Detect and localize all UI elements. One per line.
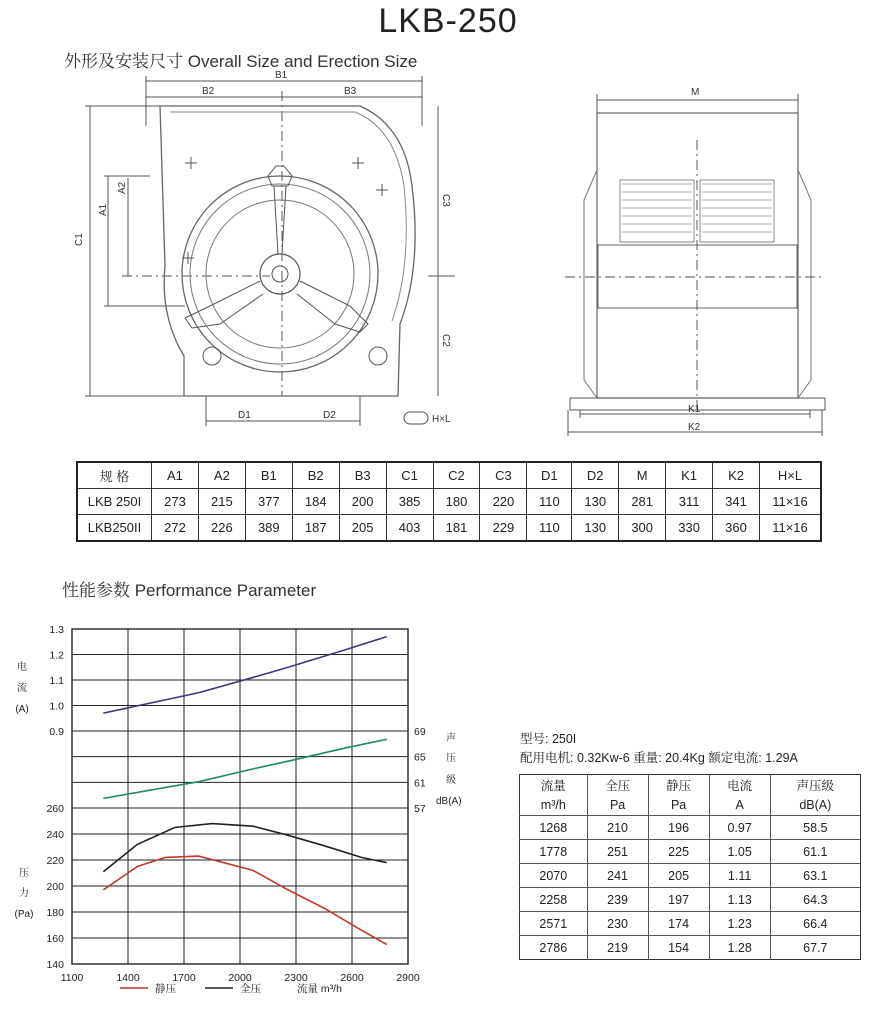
dim-a1-label: A1: [98, 203, 109, 216]
table-cell: 225: [648, 840, 709, 864]
table-header-row: [520, 795, 861, 816]
dim-m-label: M: [691, 87, 700, 98]
table-row: [520, 864, 861, 888]
pressure-tick-label: 260: [46, 803, 64, 815]
table-header-cell: 全压: [587, 775, 648, 796]
current-axis-label: 流: [17, 683, 27, 694]
table-header-cell: C1: [386, 462, 433, 489]
table-header-cell: H×L: [760, 462, 822, 489]
table-cell: 58.5: [770, 816, 860, 840]
x-tick-label: 2000: [228, 972, 252, 984]
table-row: [520, 936, 861, 960]
sound-tick-label: 69: [414, 726, 426, 738]
dim-c3-label: C3: [440, 194, 451, 207]
current-axis-label: 电: [17, 662, 27, 673]
pressure-tick-label: 160: [46, 933, 64, 945]
table-header-cell: Pa: [587, 795, 648, 816]
dim-k1-label: K1: [688, 404, 701, 415]
table-cell: 67.7: [770, 936, 860, 960]
table-header-cell: K1: [666, 462, 713, 489]
table-header-cell: B1: [245, 462, 292, 489]
dim-k2-label: K2: [688, 422, 701, 433]
table-cell: 181: [433, 515, 480, 542]
table-header-cell: M: [619, 462, 666, 489]
table-cell: 377: [245, 489, 292, 515]
table-cell: 230: [587, 912, 648, 936]
table-cell: 1.13: [709, 888, 770, 912]
performance-chart: [0, 610, 500, 1010]
table-cell: 2258: [539, 892, 568, 907]
pressure-tick-label: 220: [46, 855, 64, 867]
table-cell: 110: [527, 489, 572, 515]
pressure-axis-label: 压: [19, 868, 29, 879]
x-tick-label: 2300: [284, 972, 308, 984]
sound-tick-label: 57: [414, 803, 426, 815]
table-row: [520, 912, 861, 936]
table-cell: 1.11: [709, 864, 770, 888]
x-tick-label: 1100: [60, 972, 84, 984]
table-row: [520, 888, 861, 912]
table-cell: 197: [648, 888, 709, 912]
dim-c2-label: C2: [440, 334, 451, 347]
page-title: LKB-250: [378, 2, 518, 40]
table-row: [77, 489, 821, 515]
table-cell: 66.4: [770, 912, 860, 936]
table-header-row: [77, 462, 821, 489]
table-cell: 11×16: [760, 515, 822, 542]
table-cell: 61.1: [770, 840, 860, 864]
table-cell: 2786: [539, 940, 568, 955]
table-header-cell: 电流: [709, 775, 770, 796]
series-line-static: [103, 856, 386, 944]
table-cell: 174: [648, 912, 709, 936]
sound-axis-label: 级: [446, 775, 456, 786]
table-cell: 341: [713, 489, 760, 515]
x-tick-label: 2900: [396, 972, 420, 984]
table-cell: 130: [572, 515, 619, 542]
table-header-cell: B2: [292, 462, 339, 489]
table-cell: 1268: [539, 820, 568, 835]
table-cell: 205: [648, 864, 709, 888]
dim-b3-label: B3: [344, 86, 357, 97]
table-header-row: [520, 775, 861, 796]
current-axis-label: (A): [15, 704, 29, 715]
pressure-axis-label: (Pa): [14, 909, 34, 920]
table-cell: 11×16: [760, 489, 822, 515]
table-header-cell: m³/h: [540, 798, 566, 812]
x-tick-label: 2600: [340, 972, 364, 984]
table-row: [77, 515, 821, 542]
table-cell: 130: [572, 489, 619, 515]
table-cell: LKB 250I: [77, 489, 152, 515]
table-row: [520, 816, 861, 840]
pressure-tick-label: 140: [46, 959, 64, 971]
table-header-cell: D1: [527, 462, 572, 489]
table-header-cell: B3: [339, 462, 386, 489]
pressure-axis-label: 力: [19, 888, 29, 899]
table-cell: 210: [587, 816, 648, 840]
dim-b1-label: B1: [275, 70, 288, 81]
current-tick-label: 0.9: [49, 726, 64, 738]
table-header-cell: A: [709, 795, 770, 816]
table-header-cell: 规 格: [77, 462, 152, 489]
pressure-tick-label: 200: [46, 881, 64, 893]
table-header-cell: A2: [198, 462, 245, 489]
current-tick-label: 1.2: [49, 649, 64, 662]
model-label: 型号: 250I: [520, 732, 577, 746]
table-header-cell: 声压级: [770, 775, 860, 796]
table-cell: 187: [292, 515, 339, 542]
table-row: [520, 840, 861, 864]
table-header-cell: 流量: [540, 779, 566, 793]
sound-axis-label: dB(A): [436, 796, 462, 807]
table-cell: LKB250II: [77, 515, 152, 542]
table-header-cell: C2: [433, 462, 480, 489]
sound-tick-label: 61: [414, 777, 426, 790]
table-header-cell: dB(A): [770, 795, 860, 816]
table-cell: 180: [433, 489, 480, 515]
dim-a2-label: A2: [117, 181, 128, 194]
table-cell: 2571: [539, 916, 568, 931]
pressure-tick-label: 240: [46, 829, 64, 841]
table-cell: 241: [587, 864, 648, 888]
table-cell: 1.05: [709, 840, 770, 864]
side-view-drawing: [560, 80, 830, 440]
table-cell: 1.23: [709, 912, 770, 936]
current-tick-label: 1.3: [49, 624, 64, 636]
pressure-tick-label: 180: [46, 907, 64, 919]
table-cell: 1.28: [709, 936, 770, 960]
table-cell: 220: [480, 489, 527, 515]
table-header-cell: A1: [152, 462, 199, 489]
table-cell: 251: [587, 840, 648, 864]
dim-d1-label: D1: [238, 410, 251, 421]
table-cell: 110: [527, 515, 572, 542]
table-cell: 403: [386, 515, 433, 542]
dimensions-section-title: 外形及安装尺寸 Overall Size and Erection Size: [64, 52, 418, 71]
performance-table: [519, 774, 861, 960]
x-axis-label: 流量 m³/h: [297, 983, 342, 995]
table-header-cell: Pa: [648, 795, 709, 816]
table-header-cell: K2: [713, 462, 760, 489]
table-cell: 196: [648, 816, 709, 840]
table-cell: 239: [587, 888, 648, 912]
table-header-cell: 静压: [648, 775, 709, 796]
dim-d2-label: D2: [323, 410, 336, 421]
table-header-cell: C3: [480, 462, 527, 489]
sound-axis-label: 声: [446, 733, 456, 744]
table-cell: 330: [666, 515, 713, 542]
series-line-sound: [103, 739, 386, 798]
table-cell: 226: [198, 515, 245, 542]
table-cell: 154: [648, 936, 709, 960]
sound-tick-label: 65: [414, 751, 426, 764]
current-tick-label: 1.0: [49, 700, 64, 713]
table-cell: 273: [152, 489, 199, 515]
x-tick-label: 1700: [172, 972, 196, 984]
dim-hxl-label: H×L: [432, 414, 451, 425]
table-cell: 205: [339, 515, 386, 542]
table-cell: 281: [619, 489, 666, 515]
table-cell: 229: [480, 515, 527, 542]
table-cell: 360: [713, 515, 760, 542]
dim-c1-label: C1: [74, 233, 85, 246]
motor-info: 配用电机: 0.32Kw-6 重量: 20.4Kg 额定电流: 1.29A: [520, 751, 798, 765]
table-cell: 63.1: [770, 864, 860, 888]
series-line-current: [103, 637, 386, 714]
table-cell: 300: [619, 515, 666, 542]
table-cell: 219: [587, 936, 648, 960]
table-cell: 385: [386, 489, 433, 515]
table-cell: 389: [245, 515, 292, 542]
x-tick-label: 1400: [116, 972, 140, 984]
table-cell: 64.3: [770, 888, 860, 912]
dimension-spec-table: [76, 461, 822, 542]
legend-static-label: 静压: [155, 983, 176, 995]
table-cell: 200: [339, 489, 386, 515]
table-cell: 272: [152, 515, 199, 542]
legend-total-label: 全压: [240, 983, 261, 995]
front-view-drawing: [60, 66, 480, 436]
performance-section-title: 性能参数 Performance Parameter: [62, 581, 317, 600]
current-tick-label: 1.1: [49, 675, 64, 687]
table-header-cell: D2: [572, 462, 619, 489]
sound-axis-label: 压: [446, 753, 456, 764]
table-cell: 311: [666, 489, 713, 515]
dim-b2-label: B2: [202, 86, 215, 97]
table-cell: 215: [198, 489, 245, 515]
table-cell: 0.97: [709, 816, 770, 840]
table-cell: 2070: [539, 868, 568, 883]
table-cell: 184: [292, 489, 339, 515]
table-cell: 1778: [539, 844, 568, 859]
